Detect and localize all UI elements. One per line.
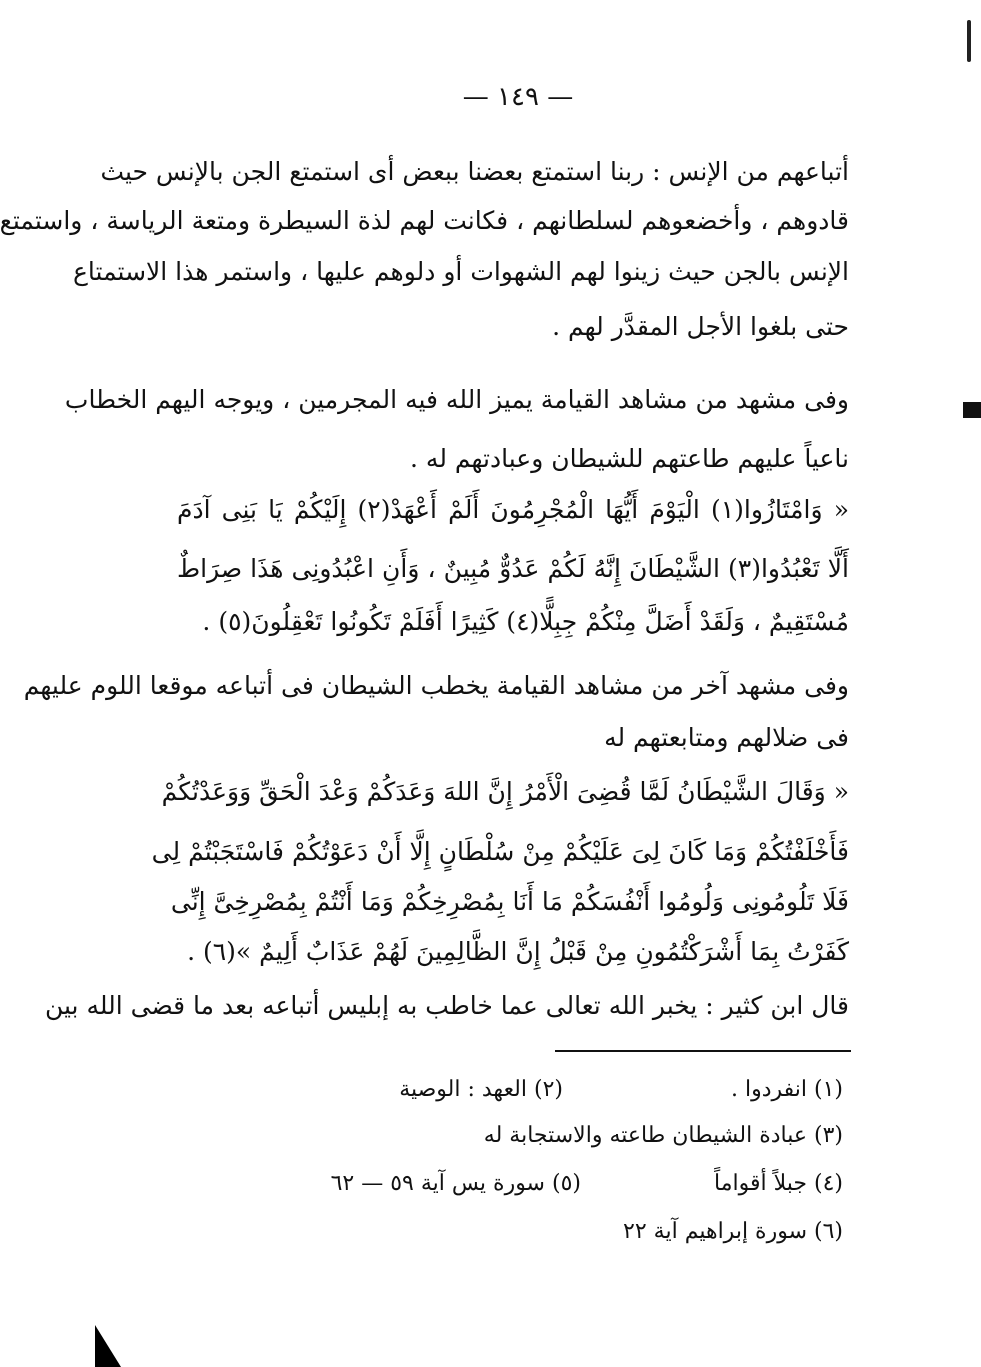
paragraph-1-line-3: الإنس بالجن حيث زينوا لهم الشهوات أو دلوهم عليها ، واستمر هذا الاستمتاع — [73, 257, 849, 286]
paragraph-2-line-1: وفى مشهد من مشاهد القيامة يميز الله فيه المجرمين ، ويوجه اليهم الخطاب — [64, 385, 849, 414]
verse-1-line-3: مُسْتَقِيمٌ ، وَلَقَدْ أَضَلَّ مِنْكُمْ جِبِلًّا(٤) كَثِيرًا أَفَلَمْ تَكُونُوا تَعْقِلُونَ(٥) . — [202, 607, 849, 636]
paragraph-1-line-2: قادوهم ، وأخضعوهم لسلطانهم ، فكانت لهم لذة السيطرة ومتعة الرياسة ، واستمتع — [0, 206, 849, 235]
verse-2-line-3: فَلَا تَلُومُونِى وَلُومُوا أَنْفُسَكُمْ مَا أَنَا بِمُصْرِخِكُمْ وَمَا أَنْتُمْ بِمُصْرِخِىَّ إِنِّى — [170, 887, 849, 916]
verse-2-line-1: « وَقَالَ الشَّيْطَانُ لَمَّا قُضِىَ الْأَمْرُ إِنَّ اللهَ وَعَدَكُمْ وَعْدَ الْحَقِّ وَوَعَدْتُكُمْ — [161, 777, 849, 806]
paragraph-3-line-2: فى ضلالهم ومتابعتهم له — [604, 723, 849, 752]
footnote-divider — [555, 1050, 851, 1052]
margin-scan-block — [963, 402, 981, 418]
corner-scan-mark — [95, 1325, 121, 1367]
footnote-3: (٣) عبادة الشيطان طاعته والاستجابة له — [483, 1123, 843, 1148]
paragraph-2-line-2: ناعياً عليهم طاعتهم للشيطان وعبادتهم له . — [410, 444, 849, 473]
footnote-6: (٦) سورة إبراهيم آية ٢٢ — [623, 1219, 843, 1244]
margin-scan-mark — [967, 20, 971, 62]
footnote-2: (٢) العهد : الوصية — [399, 1077, 563, 1102]
paragraph-1-line-4: حتى بلغوا الأجل المقدَّر لهم . — [552, 312, 849, 341]
paragraph-3-line-1: وفى مشهد آخر من مشاهد القيامة يخطب الشيطان فى أتباعه موقعا اللوم عليهم — [23, 671, 849, 700]
paragraph-4-line-1: قال ابن كثير : يخبر الله تعالى عما خاطب به إبليس أتباعه بعد ما قضى الله بين — [44, 991, 849, 1020]
page-number: — ١٤٩ — — [462, 82, 574, 112]
verse-2-line-4: كَفَرْتُ بِمَا أَشْرَكْتُمُونِ مِنْ قَبْلُ إِنَّ الظَّالِمِينَ لَهُمْ عَذَابٌ أَلِيمٌ »(٦) . — [187, 937, 849, 966]
verse-1-line-1: « وَامْتَازُوا(١) الْيَوْمَ أَيُّهَا الْمُجْرِمُونَ أَلَمْ أَعْهَدْ(٢) إِلَيْكُمْ يَا بَنِى آدَمَ — [177, 495, 849, 524]
footnote-1: (١) انفردوا . — [730, 1077, 843, 1102]
footnote-5: (٥) سورة يس آية ٥٩ — ٦٢ — [330, 1171, 581, 1196]
verse-2-line-2: فَأَخْلَفْتُكُمْ وَمَا كَانَ لِىَ عَلَيْكُمْ مِنْ سُلْطَانٍ إِلَّا أَنْ دَعَوْتُكُمْ فَاسْتَجَبْتُمْ لِى — [151, 837, 849, 866]
paragraph-1-line-1: أتباعهم من الإنس : ربنا استمتع بعضنا ببعض أى استمتع الجن بالإنس حيث — [100, 157, 849, 186]
footnote-4: (٤) جبلاً أقواماً — [714, 1171, 843, 1196]
verse-1-line-2: أَلَّا تَعْبُدُوا(٣) الشَّيْطَانَ إِنَّهُ لَكُمْ عَدُوٌّ مُبِينٌ ، وَأَنِ اعْبُدُونِى هَذَا صِرَاطٌ — [177, 554, 849, 583]
